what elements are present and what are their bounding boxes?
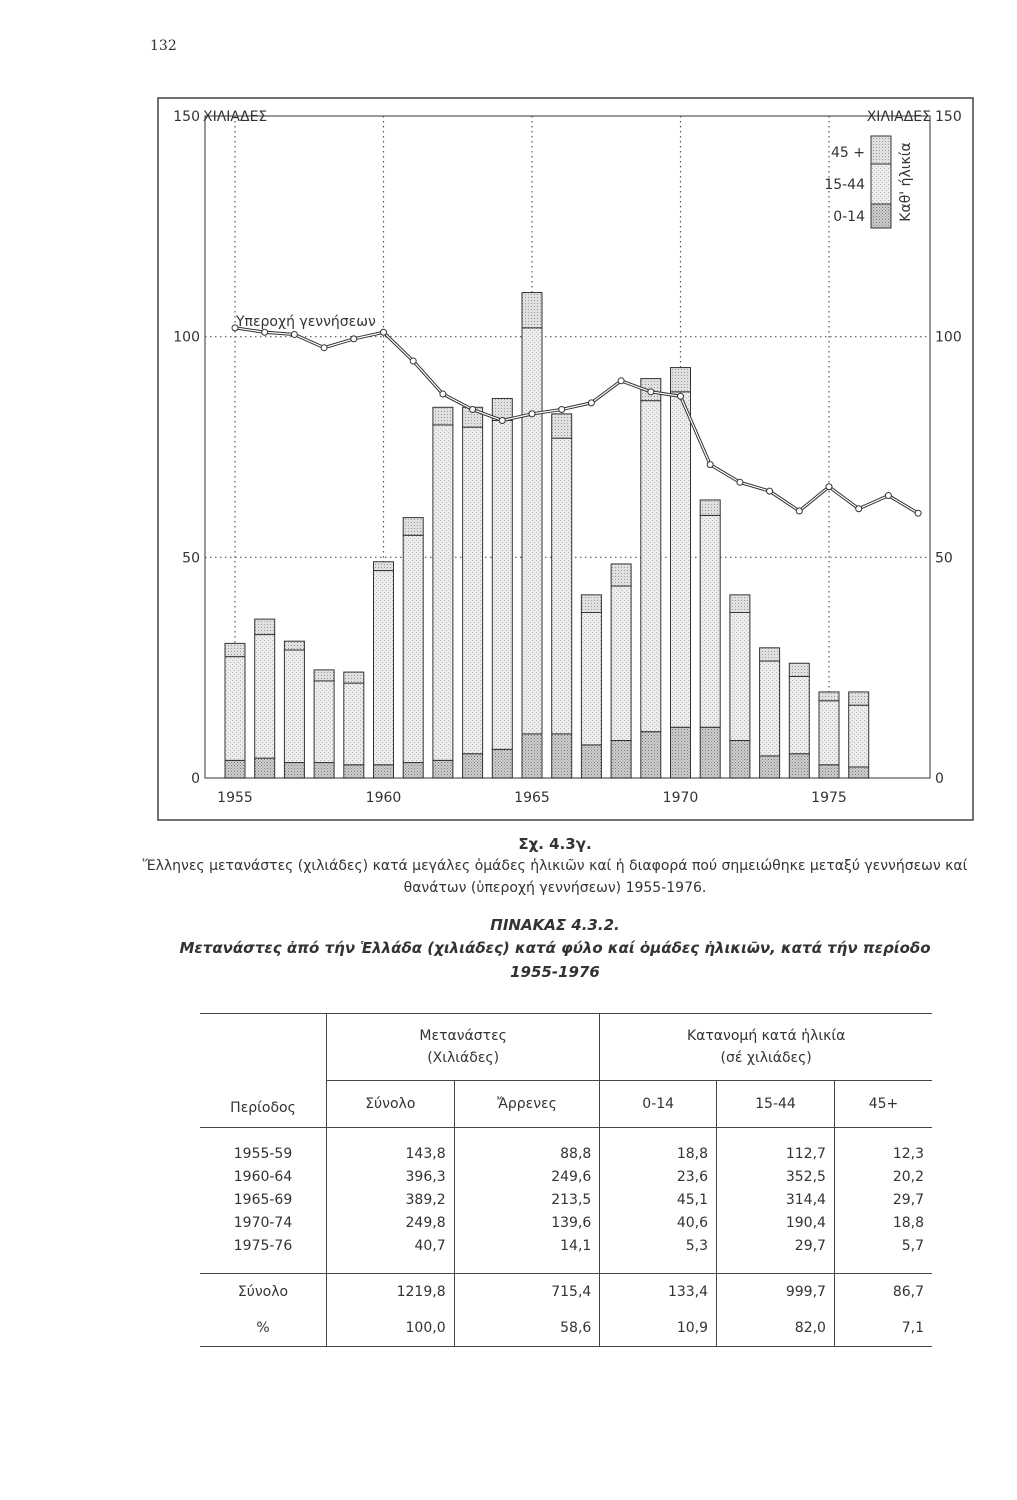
cell-age-15-44: 352,5 — [717, 1165, 835, 1188]
bar-1964-0_14 — [492, 749, 512, 778]
cell-age-15-44: 112,7 — [717, 1128, 835, 1166]
bar-1961-15_44 — [403, 535, 423, 762]
bar-1962-15_44 — [433, 425, 453, 760]
bar-1975-15_44 — [819, 701, 839, 765]
cell-age-0-14: 5,3 — [600, 1234, 717, 1274]
y-tick-left-150: 150 — [173, 109, 200, 125]
migrants-table — [200, 1013, 932, 1347]
bar-1970-45 — [671, 368, 691, 392]
cell-age-15-44: 82,0 — [717, 1310, 835, 1347]
cell-period: Σύνολο — [200, 1274, 327, 1311]
y-tick-right-150: 150 — [935, 109, 962, 125]
bar-1974-45 — [789, 663, 809, 676]
surplus-point-1967 — [588, 400, 594, 406]
y-tick-right-100: 100 — [935, 329, 962, 346]
cell-age-0-14: 18,8 — [600, 1128, 717, 1166]
bar-1960-45 — [374, 562, 394, 571]
x-tick-1960: 1960 — [365, 790, 402, 806]
surplus-line-inner — [235, 328, 918, 513]
table-title-line1: Μετανάστες ἀπό τήν Ἑλλάδα (χιλιάδες) κατά φύλο καί ὁμάδες ἡλικιῶν, κατά τήν περίοδο — [179, 939, 931, 957]
bar-1962-45 — [433, 407, 453, 425]
cell-age-45: 5,7 — [901, 1237, 924, 1254]
bar-1971-0_14 — [700, 727, 720, 778]
surplus-point-1969 — [648, 389, 654, 395]
legend-swatch-0-14 — [871, 204, 891, 228]
cell-age-45: 20,2 — [892, 1168, 924, 1185]
bar-1965-15_44 — [522, 328, 542, 734]
table-title — [120, 936, 990, 984]
surplus-point-1975 — [826, 484, 832, 490]
y-tick-right-50: 50 — [935, 550, 953, 567]
surplus-point-1966 — [559, 406, 565, 412]
bar-1972-15_44 — [730, 613, 750, 741]
bar-1959-0_14 — [344, 765, 364, 778]
figure-number: Σχ. 4.3γ. — [518, 835, 592, 853]
col-period: Περίοδος — [200, 1014, 327, 1128]
cell-age-45: 7,1 — [901, 1320, 924, 1336]
cell-males: 249,6 — [454, 1165, 600, 1188]
age-unit: (σέ χιλιάδες) — [720, 1050, 812, 1066]
bar-1958-45 — [314, 670, 334, 681]
cell-males: 14,1 — [454, 1234, 600, 1274]
bar-1976-0_14 — [849, 767, 869, 778]
cell-period: 1970-74 — [200, 1211, 327, 1234]
cell-age-0-14: 40,6 — [600, 1211, 717, 1234]
surplus-point-1974 — [796, 508, 802, 514]
cell-age-0-14: 23,6 — [600, 1165, 717, 1188]
bar-1956-45 — [255, 619, 275, 634]
y-tick-left-50: 50 — [182, 550, 200, 567]
surplus-point-1977 — [885, 493, 891, 499]
legend-label-0: 45 + — [831, 145, 865, 161]
bar-1959-45 — [344, 672, 364, 683]
table-total-row — [200, 1274, 932, 1311]
cell-males: 58,6 — [454, 1310, 600, 1347]
col-age-45: 45+ — [834, 1081, 932, 1128]
bar-1975-45 — [819, 692, 839, 701]
table-row — [200, 1128, 932, 1166]
bar-1959-15_44 — [344, 683, 364, 765]
cell-total: 1219,8 — [327, 1274, 455, 1311]
bar-1962-0_14 — [433, 760, 453, 778]
cell-males: 88,8 — [454, 1128, 600, 1166]
cell-age-15-44: 29,7 — [717, 1234, 835, 1274]
bar-1968-15_44 — [611, 586, 631, 740]
bar-1957-15_44 — [284, 650, 304, 763]
surplus-line-outer — [235, 328, 918, 513]
col-age-15-44: 15-44 — [717, 1081, 835, 1128]
bar-1961-45 — [403, 518, 423, 536]
bar-1971-15_44 — [700, 515, 720, 727]
surplus-point-1962 — [440, 391, 446, 397]
col-total: Σύνολο — [327, 1081, 455, 1128]
table-row — [200, 1234, 932, 1274]
bar-1966-45 — [552, 414, 572, 438]
bar-1958-0_14 — [314, 763, 334, 778]
cell-total: 396,3 — [327, 1165, 455, 1188]
cell-period: 1965-69 — [200, 1188, 327, 1211]
y-tick-left-100: 100 — [173, 329, 200, 346]
bar-1957-0_14 — [284, 763, 304, 778]
bar-1956-0_14 — [255, 758, 275, 778]
cell-age-0-14: 45,1 — [600, 1188, 717, 1211]
y-tick-right-0: 0 — [935, 771, 944, 787]
bar-1955-0_14 — [225, 760, 245, 778]
bar-1976-15_44 — [849, 705, 869, 767]
legend-label-1: 15-44 — [824, 177, 865, 193]
bar-1963-0_14 — [463, 754, 483, 778]
bar-1955-15_44 — [225, 657, 245, 761]
table-row — [200, 1211, 932, 1234]
y-axis-label-right: ΧΙΛΙΑΔΕΣ — [866, 109, 931, 125]
surplus-point-1960 — [381, 329, 387, 335]
legend-swatch-15-44 — [871, 164, 891, 204]
bar-1965-0_14 — [522, 734, 542, 778]
bar-1966-0_14 — [552, 734, 572, 778]
surplus-point-1959 — [351, 336, 357, 342]
bar-1972-0_14 — [730, 740, 750, 778]
cell-age-45: 86,7 — [834, 1274, 932, 1311]
bar-1957-45 — [284, 641, 304, 650]
migrants-label: Μετανάστες — [419, 1028, 507, 1044]
surplus-point-1971 — [707, 462, 713, 468]
cell-period: % — [200, 1310, 327, 1347]
bar-1960-0_14 — [374, 765, 394, 778]
surplus-annotation: Υπεροχή γεννήσεων — [236, 314, 376, 330]
cell-age-0-14: 133,4 — [600, 1274, 717, 1311]
cell-age-15-44: 999,7 — [717, 1274, 835, 1311]
bar-1972-45 — [730, 595, 750, 613]
bar-1956-15_44 — [255, 635, 275, 759]
surplus-point-1976 — [856, 506, 862, 512]
surplus-point-1957 — [291, 331, 297, 337]
bar-1967-0_14 — [581, 745, 601, 778]
cell-total: 100,0 — [327, 1310, 455, 1347]
col-group-age — [600, 1014, 932, 1081]
bar-1971-45 — [700, 500, 720, 515]
bar-1975-0_14 — [819, 765, 839, 778]
y-tick-left-0: 0 — [191, 771, 200, 787]
col-age-0-14: 0-14 — [600, 1081, 717, 1128]
surplus-point-1956 — [262, 329, 268, 335]
table-row — [200, 1188, 932, 1211]
cell-age-15-44: 190,4 — [717, 1211, 835, 1234]
bar-1968-0_14 — [611, 740, 631, 778]
table-percent-row — [200, 1310, 932, 1347]
legend-side-label: Καθ' ήλικία — [898, 142, 914, 222]
bar-1966-15_44 — [552, 438, 572, 734]
x-tick-1970: 1970 — [662, 790, 699, 806]
cell-period: 1975-76 — [200, 1234, 327, 1274]
surplus-point-1961 — [410, 358, 416, 364]
bar-1973-0_14 — [760, 756, 780, 778]
y-axis-label-left: ΧΙΛΙΑΔΕΣ — [203, 109, 268, 125]
bar-1967-45 — [581, 595, 601, 613]
surplus-point-1958 — [321, 345, 327, 351]
bar-1961-0_14 — [403, 763, 423, 778]
bar-1969-0_14 — [641, 732, 661, 778]
bar-1973-15_44 — [760, 661, 780, 756]
cell-age-0-14: 10,9 — [600, 1310, 717, 1347]
cell-period: 1960-64 — [200, 1165, 327, 1188]
cell-age-45: 29,7 — [892, 1191, 924, 1208]
bar-1965-45 — [522, 293, 542, 328]
bar-1968-45 — [611, 564, 631, 586]
age-label: Κατανομή κατά ἡλικία — [686, 1028, 846, 1044]
bar-1960-15_44 — [374, 571, 394, 765]
bar-1974-0_14 — [789, 754, 809, 778]
cell-total: 40,7 — [327, 1234, 455, 1274]
surplus-point-1964 — [499, 418, 505, 424]
x-tick-1975: 1975 — [811, 790, 847, 806]
col-males: Ἄρρενες — [454, 1081, 600, 1128]
cell-males: 715,4 — [454, 1274, 600, 1311]
page-number: 132 — [150, 38, 177, 54]
surplus-point-1978 — [915, 510, 921, 516]
surplus-point-1963 — [470, 406, 476, 412]
bar-1955-45 — [225, 643, 245, 656]
cell-period: 1955-59 — [200, 1128, 327, 1166]
bar-1973-45 — [760, 648, 780, 661]
x-tick-1955: 1955 — [217, 790, 253, 806]
cell-age-45: 18,8 — [892, 1214, 924, 1231]
bar-1963-15_44 — [463, 427, 483, 754]
surplus-point-1972 — [737, 479, 743, 485]
surplus-point-1970 — [678, 393, 684, 399]
col-group-migrants — [327, 1014, 600, 1081]
bar-1976-45 — [849, 692, 869, 705]
cell-age-45: 12,3 — [892, 1145, 924, 1162]
cell-males: 139,6 — [454, 1211, 600, 1234]
table-title-line2: 1955-1976 — [510, 963, 600, 981]
table-row — [200, 1165, 932, 1188]
bar-1969-15_44 — [641, 401, 661, 732]
cell-total: 143,8 — [327, 1128, 455, 1166]
bar-1958-15_44 — [314, 681, 334, 763]
surplus-point-1973 — [767, 488, 773, 494]
migrants-unit: (Χιλιάδες) — [427, 1050, 500, 1066]
bar-1970-0_14 — [671, 727, 691, 778]
cell-total: 249,8 — [327, 1211, 455, 1234]
bar-1967-15_44 — [581, 613, 601, 745]
cell-age-15-44: 314,4 — [717, 1188, 835, 1211]
surplus-point-1968 — [618, 378, 624, 384]
table-number: ΠΙΝΑΚΑΣ 4.3.2. — [490, 916, 620, 934]
bar-1970-15_44 — [671, 392, 691, 727]
cell-males: 213,5 — [454, 1188, 600, 1211]
legend-label-2: 0-14 — [833, 209, 865, 225]
surplus-point-1965 — [529, 411, 535, 417]
figure-caption: Ἕλληνες μετανάστες (χιλιάδες) κατά μεγάλες ὁμάδες ἡλικιῶν καί ἡ διαφορά πού σημειώθηκε μεταξύ γεννήσεων καί θανάτων (ὑπεροχή γεννήσεων) 1955-1976. — [142, 858, 968, 896]
legend-swatch-45 — [871, 136, 891, 164]
cell-total: 389,2 — [327, 1188, 455, 1211]
bar-1974-15_44 — [789, 676, 809, 753]
bar-1964-15_44 — [492, 421, 512, 750]
x-tick-1965: 1965 — [514, 790, 550, 806]
